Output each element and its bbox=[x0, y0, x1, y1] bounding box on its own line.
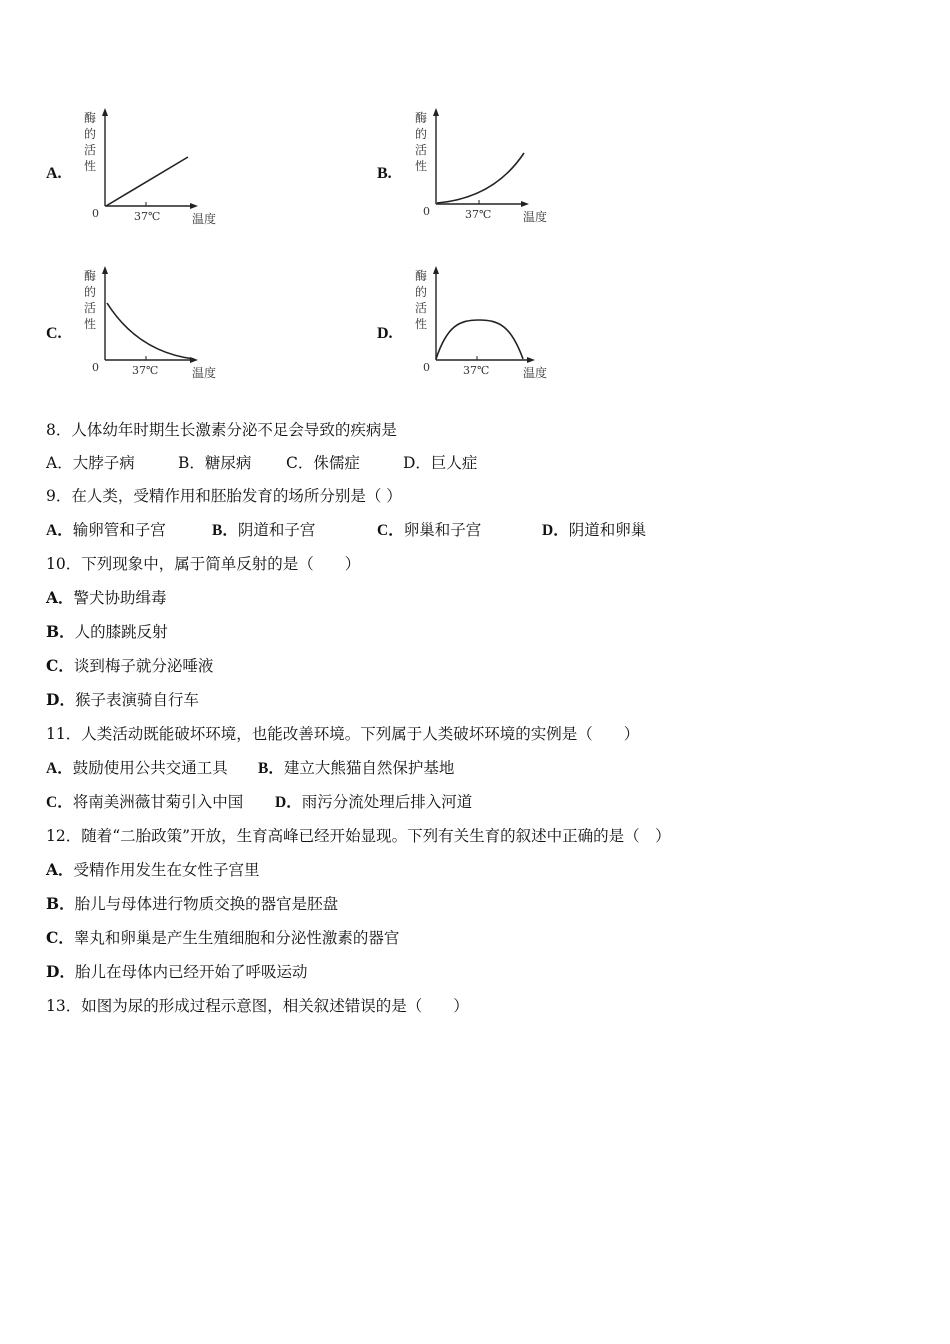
x-axis-arrow bbox=[527, 357, 535, 363]
option-letter: C． bbox=[46, 794, 73, 811]
option-letter: B． bbox=[212, 522, 238, 539]
y-axis-label-char: 的 bbox=[415, 285, 428, 299]
graph-option-label: B. bbox=[377, 165, 392, 182]
graph-option-label: D. bbox=[377, 325, 393, 342]
y-axis-label-char: 活 bbox=[415, 301, 428, 315]
option-text: 人的膝跳反射 bbox=[74, 623, 168, 641]
enzyme-activity-graph bbox=[78, 106, 228, 230]
activity-curve bbox=[107, 303, 194, 359]
q11-option-a[interactable] bbox=[46, 758, 258, 779]
q9-option-c[interactable] bbox=[377, 520, 542, 541]
option-text: 鼓励使用公共交通工具 bbox=[72, 759, 228, 777]
question-10-stem: 10．下列现象中，属于简单反射的是（ ） bbox=[46, 555, 361, 573]
y-axis-arrow bbox=[102, 266, 108, 274]
x-axis-arrow bbox=[521, 201, 529, 207]
x-axis-arrow bbox=[190, 203, 198, 209]
x-tick-label: 37℃ bbox=[465, 208, 492, 221]
q8-option-c[interactable]: C．侏儒症 bbox=[286, 454, 360, 472]
option-text: 睾丸和卵巢是产生生殖细胞和分泌性激素的器官 bbox=[73, 929, 400, 947]
y-axis-label-char: 酶 bbox=[84, 269, 97, 283]
y-axis-label-char: 酶 bbox=[415, 269, 428, 283]
option-text: 受精作用发生在女性子宫里 bbox=[73, 861, 260, 879]
option-letter: C． bbox=[46, 928, 74, 947]
q11-option-b[interactable] bbox=[258, 758, 454, 779]
y-axis-label-char: 性 bbox=[84, 159, 97, 173]
enzyme-activity-graph bbox=[409, 264, 559, 388]
question-11-stem: 11．人类活动既能破坏环境，也能改善环境。下列属于人类破坏环境的实例是（ ） bbox=[46, 725, 640, 743]
y-axis-label-char: 性 bbox=[415, 159, 428, 173]
question-13-stem: 13．如图为尿的形成过程示意图，相关叙述错误的是（ ） bbox=[46, 997, 469, 1015]
option-text: 建立大熊猫自然保护基地 bbox=[283, 759, 455, 777]
y-axis-label-char: 的 bbox=[415, 127, 428, 141]
activity-curve bbox=[437, 153, 524, 203]
option-letter: A． bbox=[46, 860, 74, 879]
option-letter: B． bbox=[46, 894, 75, 913]
y-axis-label-char: 酶 bbox=[415, 111, 428, 125]
option-text: 阴道和子宫 bbox=[237, 521, 316, 539]
q9-option-d[interactable] bbox=[542, 520, 646, 541]
q12-option-b[interactable] bbox=[46, 894, 338, 914]
activity-curve bbox=[106, 157, 188, 206]
y-axis-label-char: 酶 bbox=[84, 111, 97, 125]
q10-option-a[interactable] bbox=[46, 588, 167, 608]
q12-option-d[interactable] bbox=[46, 962, 307, 982]
q8-option-a[interactable]: A．大脖子病 bbox=[46, 454, 135, 472]
x-axis-label: 温度 bbox=[192, 212, 217, 226]
option-text: 卵巢和子宫 bbox=[403, 521, 482, 539]
option-text: 猴子表演骑自行车 bbox=[74, 691, 199, 709]
y-axis-label-char: 性 bbox=[84, 317, 97, 331]
q12-option-c[interactable] bbox=[46, 928, 399, 948]
q9-option-a[interactable] bbox=[46, 520, 212, 541]
question-11-options-row-1 bbox=[46, 758, 454, 779]
option-text: 胎儿在母体内已经开始了呼吸运动 bbox=[74, 963, 308, 981]
x-tick-label: 37℃ bbox=[132, 364, 159, 377]
origin-label: 0 bbox=[423, 205, 430, 218]
q10-option-b[interactable] bbox=[46, 622, 168, 642]
graph-option-label: C. bbox=[46, 325, 62, 342]
option-text: 输卵管和子宫 bbox=[72, 521, 166, 539]
option-letter: D． bbox=[275, 794, 302, 811]
question-8-stem: 8．人体幼年时期生长激素分泌不足会导致的疾病是 bbox=[46, 421, 397, 439]
x-tick-label: 37℃ bbox=[134, 210, 161, 223]
option-letter: D． bbox=[542, 522, 569, 539]
y-axis-label-char: 的 bbox=[84, 127, 97, 141]
option-text: 将南美洲薇甘菊引入中国 bbox=[72, 793, 244, 811]
y-axis-label-char: 活 bbox=[84, 301, 97, 315]
q8-option-d[interactable]: D．巨人症 bbox=[403, 454, 478, 472]
option-letter: A． bbox=[46, 522, 73, 539]
y-axis-label-char: 活 bbox=[415, 143, 428, 157]
question-9-options bbox=[46, 520, 646, 541]
question-9-stem: 9．在人类，受精作用和胚胎发育的场所分别是（ ） bbox=[46, 487, 402, 505]
y-axis-label-char: 性 bbox=[415, 317, 428, 331]
origin-label: 0 bbox=[92, 361, 99, 374]
question-12-stem: 12．随着“二胎政策”开放，生育高峰已经开始显现。下列有关生育的叙述中正确的是（ ） bbox=[46, 827, 671, 845]
option-letter: C． bbox=[46, 656, 74, 675]
y-axis-arrow bbox=[433, 108, 439, 116]
option-letter: A． bbox=[46, 588, 74, 607]
y-axis-label-char: 的 bbox=[84, 285, 97, 299]
option-letter: C． bbox=[377, 522, 404, 539]
q10-option-d[interactable] bbox=[46, 690, 199, 710]
y-axis-arrow bbox=[433, 266, 439, 274]
x-axis-label: 温度 bbox=[523, 366, 548, 380]
x-axis-label: 温度 bbox=[192, 366, 217, 380]
y-axis-label-char: 活 bbox=[84, 143, 97, 157]
option-text: 谈到梅子就分泌唾液 bbox=[73, 657, 214, 675]
option-letter: B． bbox=[46, 622, 75, 641]
q9-option-b[interactable] bbox=[212, 520, 377, 541]
origin-label: 0 bbox=[423, 361, 430, 374]
option-text: 警犬协助缉毒 bbox=[73, 589, 167, 607]
q10-option-c[interactable] bbox=[46, 656, 213, 676]
origin-label: 0 bbox=[92, 207, 99, 220]
activity-curve bbox=[436, 320, 523, 359]
enzyme-activity-graph bbox=[78, 264, 228, 388]
option-text: 阴道和卵巢 bbox=[568, 521, 647, 539]
y-axis-arrow bbox=[102, 108, 108, 116]
option-letter: A． bbox=[46, 760, 73, 777]
option-text: 胎儿与母体进行物质交换的器官是胚盘 bbox=[74, 895, 339, 913]
q11-option-c[interactable] bbox=[46, 792, 275, 813]
x-axis-label: 温度 bbox=[523, 210, 548, 224]
x-tick-label: 37℃ bbox=[463, 364, 490, 377]
q12-option-a[interactable] bbox=[46, 860, 260, 880]
question-11-options-row-2 bbox=[46, 792, 472, 813]
q8-option-b[interactable]: B．糖尿病 bbox=[178, 454, 252, 472]
option-text: 雨污分流处理后排入河道 bbox=[301, 793, 473, 811]
option-letter: B． bbox=[258, 760, 284, 777]
question-8-options bbox=[46, 453, 477, 473]
graph-option-label: A. bbox=[46, 165, 62, 182]
q11-option-d[interactable] bbox=[275, 792, 472, 813]
enzyme-activity-graph bbox=[409, 106, 559, 230]
option-letter: D． bbox=[46, 962, 75, 981]
option-letter: D． bbox=[46, 690, 75, 709]
